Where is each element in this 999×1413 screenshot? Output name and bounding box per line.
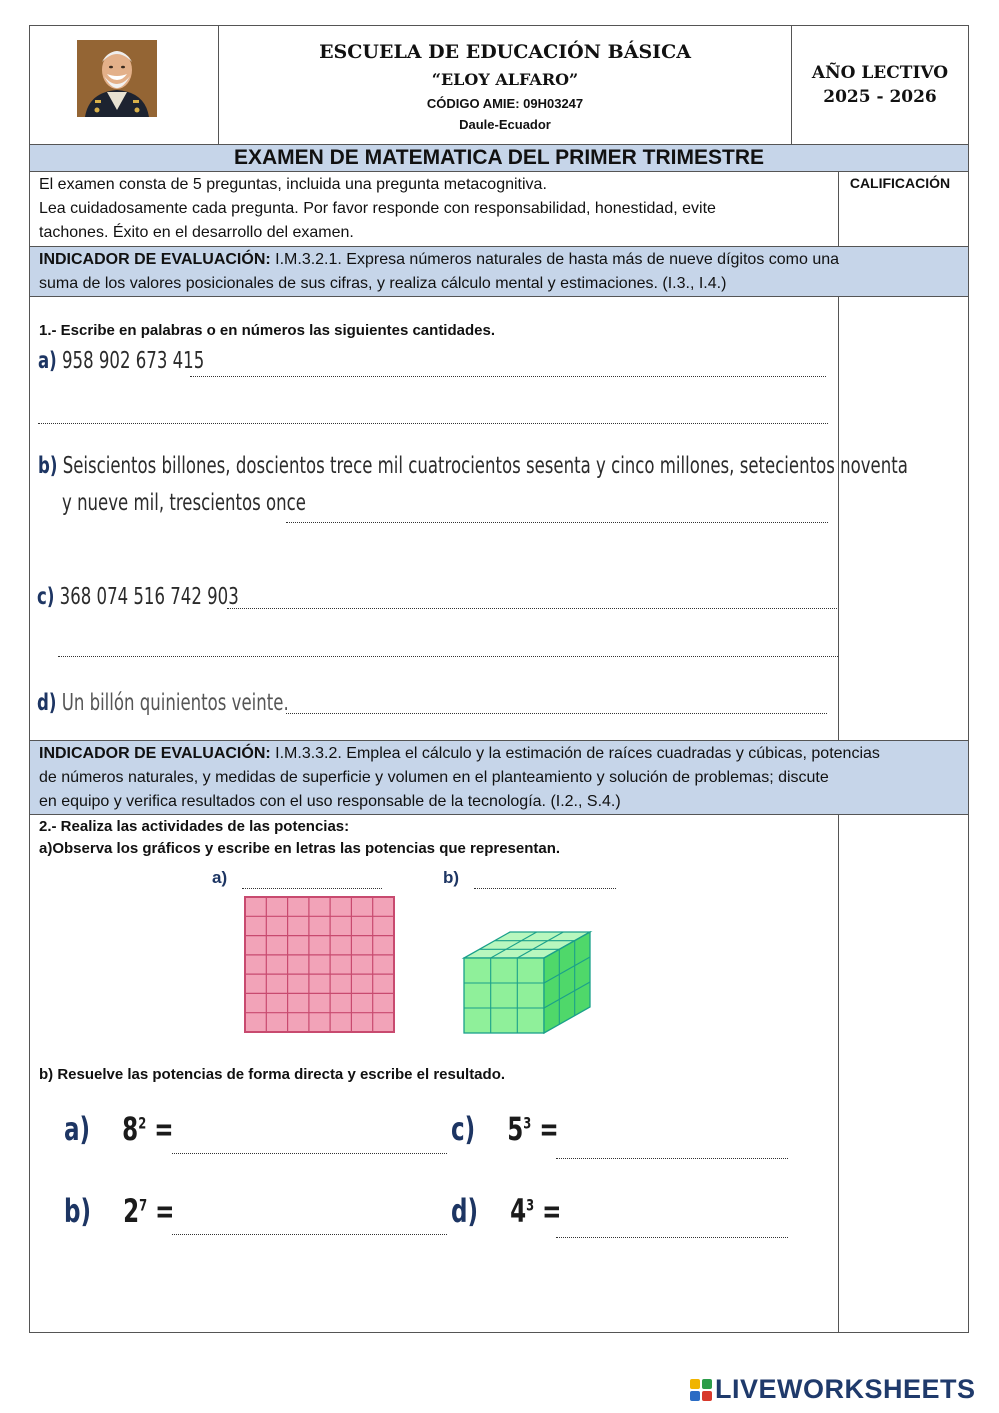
rule [29,740,969,741]
question2-part-a: a)Observa los gráficos y escribe en letras las potencias que representan. [39,840,561,857]
power-b [64,1192,174,1230]
power-d-exp: 3 [526,1195,535,1215]
instructions-line3: tachones. Éxito en el desarrollo del examen. [39,224,354,241]
power-d [451,1192,561,1230]
liveworksheets-logo[interactable] [690,1374,976,1405]
indicator1-line2: suma de los valores posicionales de sus cifras, y realiza cálculo mental y estimaciones. (I.3., I.4.) [39,275,727,292]
q1-d-text: Un billón quinientos veinte. [61,690,289,716]
indicator2-text: I.M.3.3.2. Emplea el cálculo y la estimación de raíces cuadradas y cúbicas, potencias [270,745,880,762]
grade-divider [838,814,839,1333]
indicator1-text: I.M.3.2.1. Expresa números naturales de hasta más de nueve dígitos como una [270,251,840,268]
instructions-line2: Lea cuidadosamente cada pregunta. Por favor responde con responsabilidad, honestidad, evite [39,200,716,217]
school-location: Daule-Ecuador [459,117,551,132]
q1-c-answer-line[interactable] [227,608,837,609]
power-a-exp: 2 [138,1113,147,1133]
liveworksheets-brand: LIVEWORKSHEETS [715,1374,976,1404]
power-b-letter: b) [64,1192,92,1230]
q1-b-text2: y nueve mil, trescientos once [62,490,306,516]
power-c-base: 5 [507,1110,524,1148]
year-label: AÑO LECTIVO [811,63,949,83]
square-grid-figure [244,896,396,1039]
q1-c-letter: c) [37,584,55,610]
q1-c-text: 368 074 516 742 903 [59,584,239,610]
liveworksheets-mark-icon [690,1379,712,1401]
power-d-base: 4 [510,1192,527,1230]
indicator1-line1 [39,248,839,272]
question2-title: 2.- Realiza las actividades de las potencias: [39,818,350,835]
power-a-base: 8 [122,1110,139,1148]
q1-b-letter: b) [38,453,58,479]
power-b-answer-line[interactable] [172,1234,447,1235]
rule [29,246,969,247]
q1-item-d [37,690,289,716]
school-code: CÓDIGO AMIE: 09H03247 [426,96,584,111]
figure-a-answer-line[interactable] [242,888,382,889]
indicator2-label: INDICADOR DE EVALUACIÓN: [39,745,271,762]
power-b-equals: = [155,1192,175,1230]
power-a-answer-line[interactable] [172,1153,447,1154]
grade-label: CALIFICACIÓN [849,175,951,191]
power-a-letter: a) [64,1110,91,1148]
indicator2-line3: en equipo y verifica resultados con el uso responsable de la tecnología. (I.2., S.4.) [39,793,621,810]
question2-part-b: b) Resuelve las potencias de forma directa y escribe el resultado. [39,1066,506,1083]
q1-c-answer-line2[interactable] [58,656,838,657]
q1-a-answer-line[interactable] [190,376,826,377]
power-d-answer-line[interactable] [556,1237,788,1238]
q1-item-b [38,453,908,479]
grade-divider [838,296,839,740]
q1-d-letter: d) [37,690,57,716]
power-c-exp: 3 [523,1113,532,1133]
power-d-letter: d) [451,1192,479,1230]
figure-b-label: b) [443,868,460,887]
power-d-equals: = [542,1192,562,1230]
q1-a-text: 958 902 673 415 [62,348,205,374]
indicator1-label: INDICADOR DE EVALUACIÓN: [39,251,271,268]
power-a-equals: = [154,1110,174,1148]
power-c-letter: c) [451,1110,476,1148]
indicator2-line1 [39,742,880,766]
rule [29,814,969,815]
year-value: 2025 - 2026 [823,87,937,107]
instructions-line1: El examen consta de 5 preguntas, incluida una pregunta metacognitiva. [39,176,547,193]
header-divider-right [791,25,792,144]
portrait-image [77,40,157,117]
q1-a-answer-line2[interactable] [38,423,828,424]
rule [29,171,969,172]
rule [29,296,969,297]
school-name: ESCUELA DE EDUCACIÓN BÁSICA [319,41,691,63]
power-c-answer-line[interactable] [556,1158,788,1159]
q1-item-c [37,584,239,610]
power-a [64,1110,174,1148]
power-b-exp: 7 [139,1195,148,1215]
q1-b-answer-line[interactable] [286,522,828,523]
power-c-equals: = [539,1110,559,1148]
q1-a-letter: a) [38,348,57,374]
figure-b-answer-line[interactable] [474,888,616,889]
q1-b-text1: Seiscientos billones, doscientos trece mil cuatrocientos sesenta y cinco millones, setecientos noventa [62,453,908,479]
cube-figure [460,928,595,1041]
question1-title: 1.- Escribe en palabras o en números las siguientes cantidades. [39,322,495,339]
exam-title: EXAMEN DE MATEMATICA DEL PRIMER TRIMESTRE [233,146,765,169]
q1-d-answer-line[interactable] [286,713,827,714]
figure-a-label: a) [212,868,228,887]
q1-item-a [38,348,204,374]
power-c [451,1110,559,1148]
indicator2-line2: de números naturales, y medidas de superficie y volumen en el planteamiento y solución de problemas; discute [39,769,829,786]
school-subname: “ELOY ALFARO” [431,70,579,89]
power-b-base: 2 [123,1192,140,1230]
